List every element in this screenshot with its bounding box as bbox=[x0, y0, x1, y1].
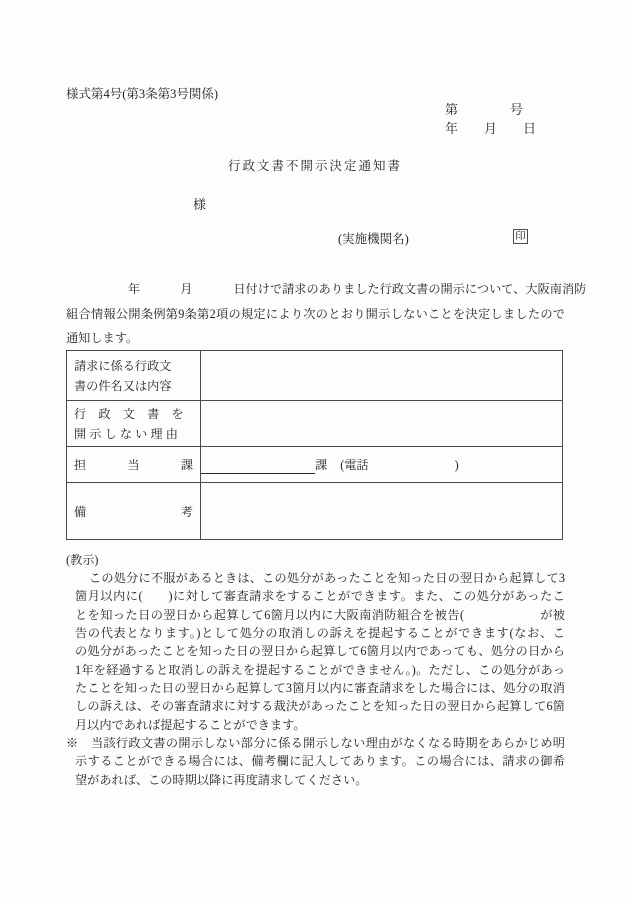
phone-close-paren: ) bbox=[454, 457, 459, 472]
remarks-value-cell bbox=[201, 483, 563, 540]
kyoji-line: この処分に不服があるときは、この処分があったことを知った日の翌日から起算して3 bbox=[89, 571, 565, 585]
division-label: 担 当 課 bbox=[74, 458, 193, 472]
date-blank-spacer bbox=[140, 292, 180, 293]
kyoji-line: 1年を経過すると取消しの訴えを提起することができません。)。ただし、この処分があっ bbox=[75, 662, 565, 677]
kyoji-note-line: 示することができる場合には、備考欄に記入してあります。この場合には、請求の御希 bbox=[75, 754, 565, 769]
notice-body bbox=[66, 277, 587, 351]
date-blank-spacer bbox=[192, 292, 233, 293]
agency-name-label: (実施機関名) bbox=[338, 232, 409, 246]
kyoji-note-line: ※ 当該行政文書の開示しない部分に係る開示しない理由がなくなる時期をあらかじめ明 bbox=[66, 736, 565, 751]
reason-label-line1: 行 政 文 書 を bbox=[74, 406, 184, 421]
subject-value-cell bbox=[201, 351, 563, 401]
date-blank-spacer bbox=[66, 292, 128, 293]
official-seal-mark: 印 bbox=[513, 229, 528, 244]
kyoji-line: しの訴えは、その審査請求に対する裁決があったことを知った日の翌日から起算して6箇 bbox=[75, 699, 565, 714]
kyoji-line: とを知った日の翌日から起算して6箇月以内に大阪南消防組合を被告( が被 bbox=[75, 607, 565, 622]
kyoji-line: の処分があったことを知った日の翌日から起算して6箇月以内であっても、処分の日から bbox=[75, 644, 565, 659]
table-row-reason bbox=[67, 401, 563, 447]
decision-table bbox=[66, 350, 563, 540]
form-number: 様式第4号(第3条第3号関係) bbox=[66, 87, 219, 101]
kyoji-text bbox=[66, 569, 565, 789]
phone-label: (電話 bbox=[340, 457, 369, 472]
reason-value-cell bbox=[201, 401, 563, 447]
kyoji-line: たことを知った日の翌日から起算して3箇月以内に審査請求をした場合には、処分の取消 bbox=[75, 681, 565, 696]
body-line-3: 通知します。 bbox=[66, 331, 139, 346]
kyoji-note-line: 望があれば、この時期以降に再度請求してください。 bbox=[75, 772, 368, 787]
division-name-blank bbox=[201, 458, 315, 474]
reason-label-line2: 開示しない理由 bbox=[74, 426, 182, 441]
kyoji-heading: (教示) bbox=[66, 553, 99, 567]
document-number-line: 第 号 bbox=[445, 102, 524, 117]
subject-label-line2: 書の件名又は内容 bbox=[74, 378, 172, 393]
remarks-label: 備 考 bbox=[74, 504, 193, 519]
body-line-2: 組合情報公開条例第9条第2項の規定により次のとおり開示しないことを決定しましたので bbox=[66, 306, 565, 321]
table-row-remarks bbox=[67, 483, 563, 540]
kyoji-line: 月以内であれば提起することができます。 bbox=[75, 717, 306, 732]
subject-label-line1: 請求に係る行政文 bbox=[74, 358, 172, 373]
table-row-subject bbox=[67, 351, 563, 401]
table-row-division bbox=[67, 447, 563, 483]
body-line-1: 年 月 日付けで請求のありました行政文書の開示について、大阪南消防 bbox=[66, 277, 565, 302]
recipient-honorific: 様 bbox=[193, 197, 207, 212]
kyoji-line: 箇月以内に( )に対して審査請求をすることができます。また、この処分があったこ bbox=[75, 589, 565, 604]
document-date-line: 年 月 日 bbox=[445, 121, 537, 136]
kyoji-line: 告の代表となります。)として処分の取消しの訴えを提起することができます(なお、こ bbox=[75, 626, 565, 641]
document-title: 行政文書不開示決定通知書 bbox=[227, 159, 402, 173]
division-value-cell bbox=[201, 447, 563, 483]
division-unit: 課 bbox=[315, 457, 328, 472]
